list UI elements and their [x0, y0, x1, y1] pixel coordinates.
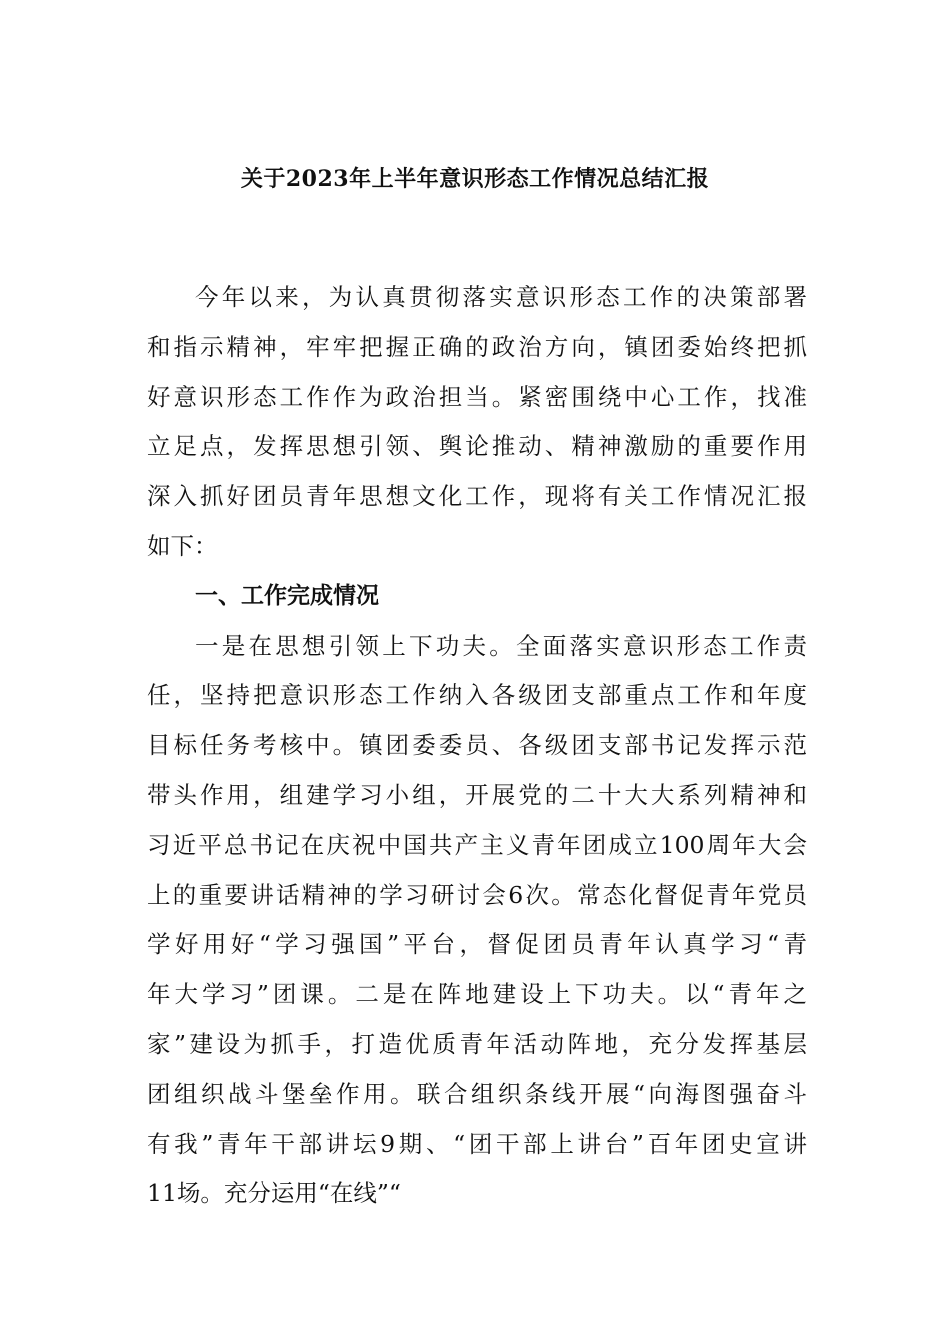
paragraph-line: 深入抓好团员青年思想文化工作，现将有关工作情况汇报	[147, 482, 807, 511]
paragraph-line: 带头作用，组建学习小组，开展党的二十大大系列精神和	[147, 780, 807, 809]
document-body	[147, 280, 807, 1226]
paragraph-line: 上的重要讲话精神的学习研讨会6次。常态化督促青年党员	[147, 880, 807, 909]
paragraph-line: 目标任务考核中。镇团委委员、各级团支部书记发挥示范	[147, 731, 807, 760]
paragraph-line: 学好用好“学习强国”平台，督促团员青年认真学习“青	[147, 930, 807, 959]
paragraph-line: 好意识形态工作作为政治担当。紧密围绕中心工作，找准	[147, 382, 807, 411]
paragraph-line: 有我”青年干部讲坛9期、“团干部上讲台”百年团史宣讲	[147, 1129, 807, 1158]
paragraph-line: 习近平总书记在庆祝中国共产主义青年团成立100周年大会	[147, 830, 807, 859]
paragraph-line: 11场。充分运用“在线”“	[147, 1179, 401, 1208]
paragraph-line: 年大学习”团课。二是在阵地建设上下功夫。以“青年之	[147, 980, 807, 1009]
paragraph-line: 团组织战斗堡垒作用。联合组织条线开展“向海图强奋斗	[147, 1079, 807, 1108]
paragraph-line: 和指示精神，牢牢把握正确的政治方向，镇团委始终把抓	[147, 332, 807, 361]
paragraph-line: 一是在思想引领上下功夫。全面落实意识形态工作责	[195, 631, 807, 660]
section-paragraph	[147, 629, 807, 1227]
section-heading: 一、工作完成情况	[195, 581, 379, 609]
intro-paragraph	[147, 280, 807, 579]
paragraph-line: 如下：	[147, 531, 218, 560]
paragraph-line: 家”建设为抓手，打造优质青年活动阵地，充分发挥基层	[147, 1029, 807, 1058]
paragraph-line: 任，坚持把意识形态工作纳入各级团支部重点工作和年度	[147, 681, 807, 710]
paragraph-line: 立足点，发挥思想引领、舆论推动、精神激励的重要作用	[147, 432, 807, 461]
paragraph-line: 今年以来，为认真贯彻落实意识形态工作的决策部署	[195, 283, 807, 311]
document-title: 关于2023年上半年意识形态工作情况总结汇报	[240, 166, 710, 192]
